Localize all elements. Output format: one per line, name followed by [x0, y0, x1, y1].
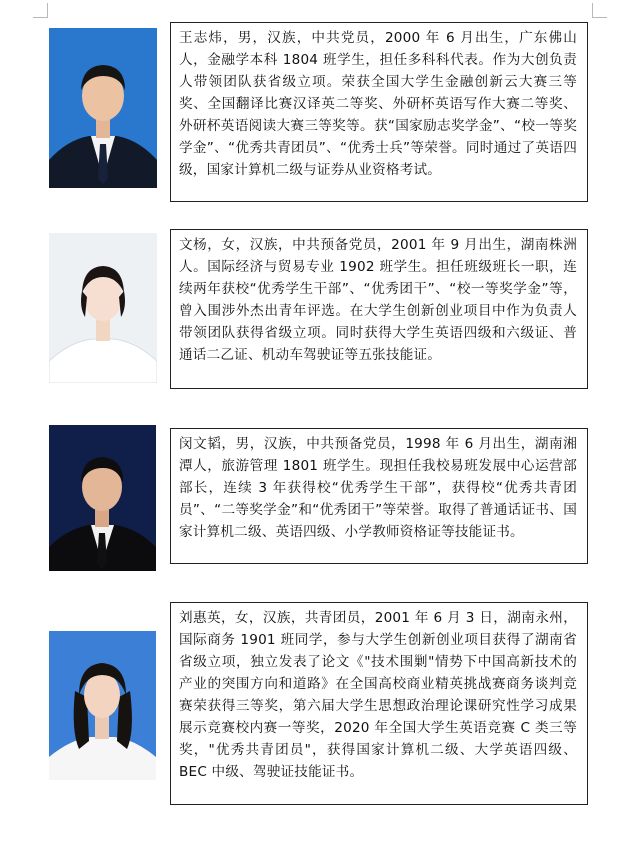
portrait-photo-1	[49, 28, 157, 188]
bio-text-4: 刘惠英，女，汉族，共青团员，2001 年 6 月 3 日，湖南永州，国际商务 1901 班同学，参与大学生创新创业项目获得了湖南省省级立项，独立发表了论文《"技术围剿"情势下中国高新技术的产业的突围方向和道路》在全国高校商业精英挑战赛商务谈判竞赛荣获得三等奖，第六届大学生思想政治理论课研究性学习成果展示竞赛校内赛一等奖，2020 年全国大学生英语竞赛 C 类三等奖，"优秀共青团员"，获得国家计算机二级、大学英语四级、BEC 中级、驾驶证技能证书。	[170, 602, 588, 805]
portrait-photo-2	[49, 233, 157, 383]
male-portrait-icon	[49, 425, 156, 571]
crop-mark-top-left	[33, 3, 48, 18]
bio-text-1: 王志炜，男，汉族，中共党员，2000 年 6 月出生，广东佛山人，金融学本科 1804 班学生，担任多科科代表。作为大创负责人带领团队获省级立项。荣获全国大学生金融创新云大赛三等奖、全国翻译比赛汉译英二等奖、外研杯英语写作大赛二等奖、外研杯英语阅读大赛三等奖等。获“国家励志奖学金”、“校一等奖学金”、“优秀共青团员”、“优秀士兵”等荣誉。同时通过了英语四级，国家计算机二级与证券从业资格考试。	[170, 22, 588, 202]
bio-text-2: 文杨，女，汉族，中共预备党员，2001 年 9 月出生，湖南株洲人。国际经济与贸易专业 1902 班学生。担任班级班长一职，连续两年获校“优秀学生干部”、“优秀团干”、“校一等奖学金”等，曾入围涉外杰出青年评选。在大学生创新创业项目中作为负责人带领团队获得省级立项。同时获得大学生英语四级和六级证、普通话二乙证、机动车驾驶证等五张技能证。	[170, 229, 588, 389]
female-portrait-icon	[49, 233, 157, 383]
male-portrait-icon	[49, 28, 157, 188]
crop-mark-top-right	[592, 3, 607, 18]
portrait-photo-3	[49, 425, 156, 571]
female-portrait-icon	[49, 631, 156, 780]
bio-text-3: 闵文韬，男，汉族，中共预备党员，1998 年 6 月出生，湖南湘潭人，旅游管理 1801 班学生。现担任我校易班发展中心运营部部长，连续 3 年获得校“优秀学生干部”，获得校“优秀共青团员”、“二等奖学金”和“优秀团干”等荣誉。取得了普通话证书、国家计算机二级、英语四级、小学教师资格证等技能证书。	[170, 428, 588, 564]
portrait-photo-4	[49, 631, 156, 780]
